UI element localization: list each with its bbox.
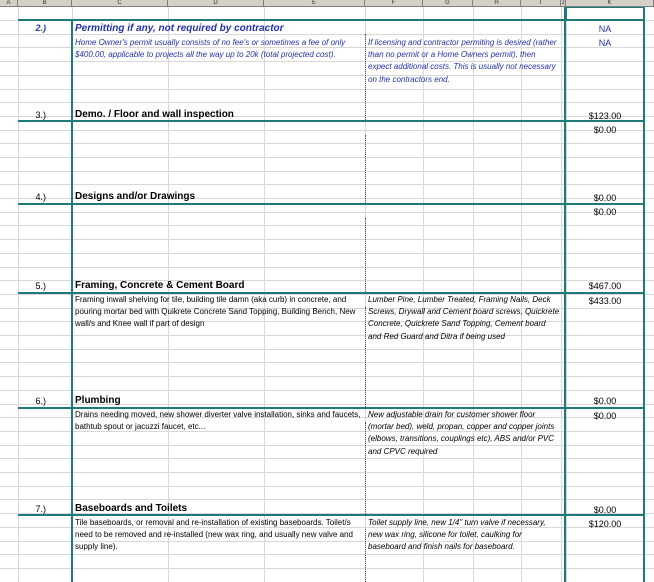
item-description: Tile baseboards, or removal and re-installation of existing baseboards. Toilet/s need to be removed and re-installed (new wax ring, and usually new valve and supply line). — [75, 518, 353, 552]
grid-row-line — [0, 486, 654, 487]
column-header-d[interactable]: D — [168, 0, 264, 7]
item-value-2[interactable]: $120.00 — [588, 519, 622, 529]
item-number: 5.) — [35, 281, 46, 291]
item-number: 4.) — [35, 192, 46, 202]
section-border — [18, 120, 644, 122]
grid-row-line — [0, 267, 654, 268]
item-number: 6.) — [35, 396, 46, 406]
grid-column-line — [18, 7, 19, 582]
section-border — [18, 514, 644, 516]
item-value-1[interactable]: $0.00 — [593, 505, 617, 515]
notes-separator — [365, 135, 366, 203]
notes-separator — [365, 529, 366, 582]
grid-row-line — [0, 34, 654, 35]
column-header-a[interactable]: A — [0, 0, 18, 7]
notes-separator — [365, 307, 366, 407]
column-header-i[interactable]: I — [521, 0, 561, 7]
grid-row-line — [0, 102, 654, 103]
grid-row-line — [0, 89, 654, 90]
item-number: 3.) — [35, 110, 46, 120]
grid-column-line — [561, 7, 562, 582]
notes-separator — [365, 422, 366, 514]
item-notes: Lumber Pine, Lumber Treated, Framing Nails, Deck Screws, Drywall and Cement board screws, Quickrete Concrete, Quickrete Sand Topping, Cement board and Red Guard and Ditra if being used — [368, 295, 560, 341]
value-header-cell — [566, 7, 644, 20]
grid-row-line — [0, 499, 654, 500]
column-header-f[interactable]: F — [365, 0, 423, 7]
item-description: Framing inwall shelving for tile, building tile damn (aka curb) in concrete, and pouring mortar bed with Quikrete Concrete Sand Topping, Building Bench, New wall/s and Knee wall if part of design — [75, 295, 356, 329]
column-header-b[interactable]: B — [18, 0, 72, 7]
item-value-2[interactable]: $0.00 — [593, 411, 617, 421]
grid-row-line — [0, 349, 654, 350]
item-description: Home Owner's permit usually consists of no fee's or sometimes a fee of only $400.00, applicable to projects all the way up to 20k (total projected cost). — [75, 38, 346, 60]
column-header-h[interactable]: H — [473, 0, 521, 7]
grid-row-line — [0, 458, 654, 459]
item-title: Framing, Concrete & Cement Board — [75, 280, 245, 291]
grid-row-line — [0, 239, 654, 240]
grid-row-line — [0, 212, 654, 213]
column-header-c[interactable]: C — [72, 0, 168, 7]
item-value-1[interactable]: $0.00 — [593, 193, 617, 203]
section-border — [18, 19, 644, 21]
column-header-j[interactable]: J — [561, 0, 565, 6]
item-title: Designs and/or Drawings — [75, 191, 196, 202]
item-value-2[interactable]: $0.00 — [593, 207, 617, 217]
grid-row-line — [0, 362, 654, 363]
item-value-1[interactable]: $123.00 — [588, 111, 622, 121]
item-notes: New adjustable drain for customer shower floor (mortar bed), weld, propan, copper and copper joints (elbows, transitions, couplings etc), ABS and/or PVC and CPVC required — [368, 410, 555, 456]
grid-row-line — [0, 568, 654, 569]
item-value-2[interactable]: $433.00 — [588, 296, 622, 306]
column-header-g[interactable]: G — [423, 0, 473, 7]
grid-row-line — [0, 472, 654, 473]
notes-separator — [365, 34, 366, 120]
item-value-1[interactable]: $0.00 — [593, 396, 617, 406]
item-value-1[interactable]: NA — [598, 24, 612, 34]
item-description: Drains needing moved, new shower diverter valve installation, sinks and faucets, bathtub spout or jacuzzi faucet, etc... — [75, 410, 361, 432]
grid-row-line — [0, 130, 654, 131]
item-title: Demo. / Floor and wall inspection — [75, 109, 234, 120]
section-border — [18, 203, 644, 205]
grid-row-line — [0, 376, 654, 377]
item-value-2[interactable]: NA — [598, 38, 612, 48]
item-number: 7.) — [35, 504, 46, 514]
section-left-border — [71, 20, 73, 582]
grid-row-line — [0, 184, 654, 185]
grid-row-line — [0, 253, 654, 254]
grid-row-line — [0, 225, 654, 226]
grid-row-line — [0, 157, 654, 158]
item-title: Plumbing — [75, 395, 121, 406]
item-notes: Toilet supply line, new 1/4" turn valve if necessary, new wax ring, silicone for toilet, caulking for baseboard and finish nails for baseboard. — [368, 518, 546, 552]
item-notes: If licensing and contractor permiting is desired (rather than no permit or a Home Owners permit), then expect additional costs. This is usually not necessary on the contractors end. — [368, 38, 557, 84]
grid-row-line — [0, 143, 654, 144]
item-title: Baseboards and Toilets — [75, 503, 188, 514]
grid-row-line — [0, 390, 654, 391]
grid-row-line — [0, 554, 654, 555]
item-number: 2.) — [35, 23, 46, 33]
column-header-e[interactable]: E — [264, 0, 365, 7]
notes-separator — [365, 218, 366, 292]
grid-row-line — [0, 171, 654, 172]
item-title: Permitting if any, not required by contractor — [75, 23, 284, 34]
item-value-1[interactable]: $467.00 — [588, 281, 622, 291]
column-header-k[interactable]: K — [566, 0, 654, 7]
item-value-2[interactable]: $0.00 — [593, 125, 617, 135]
